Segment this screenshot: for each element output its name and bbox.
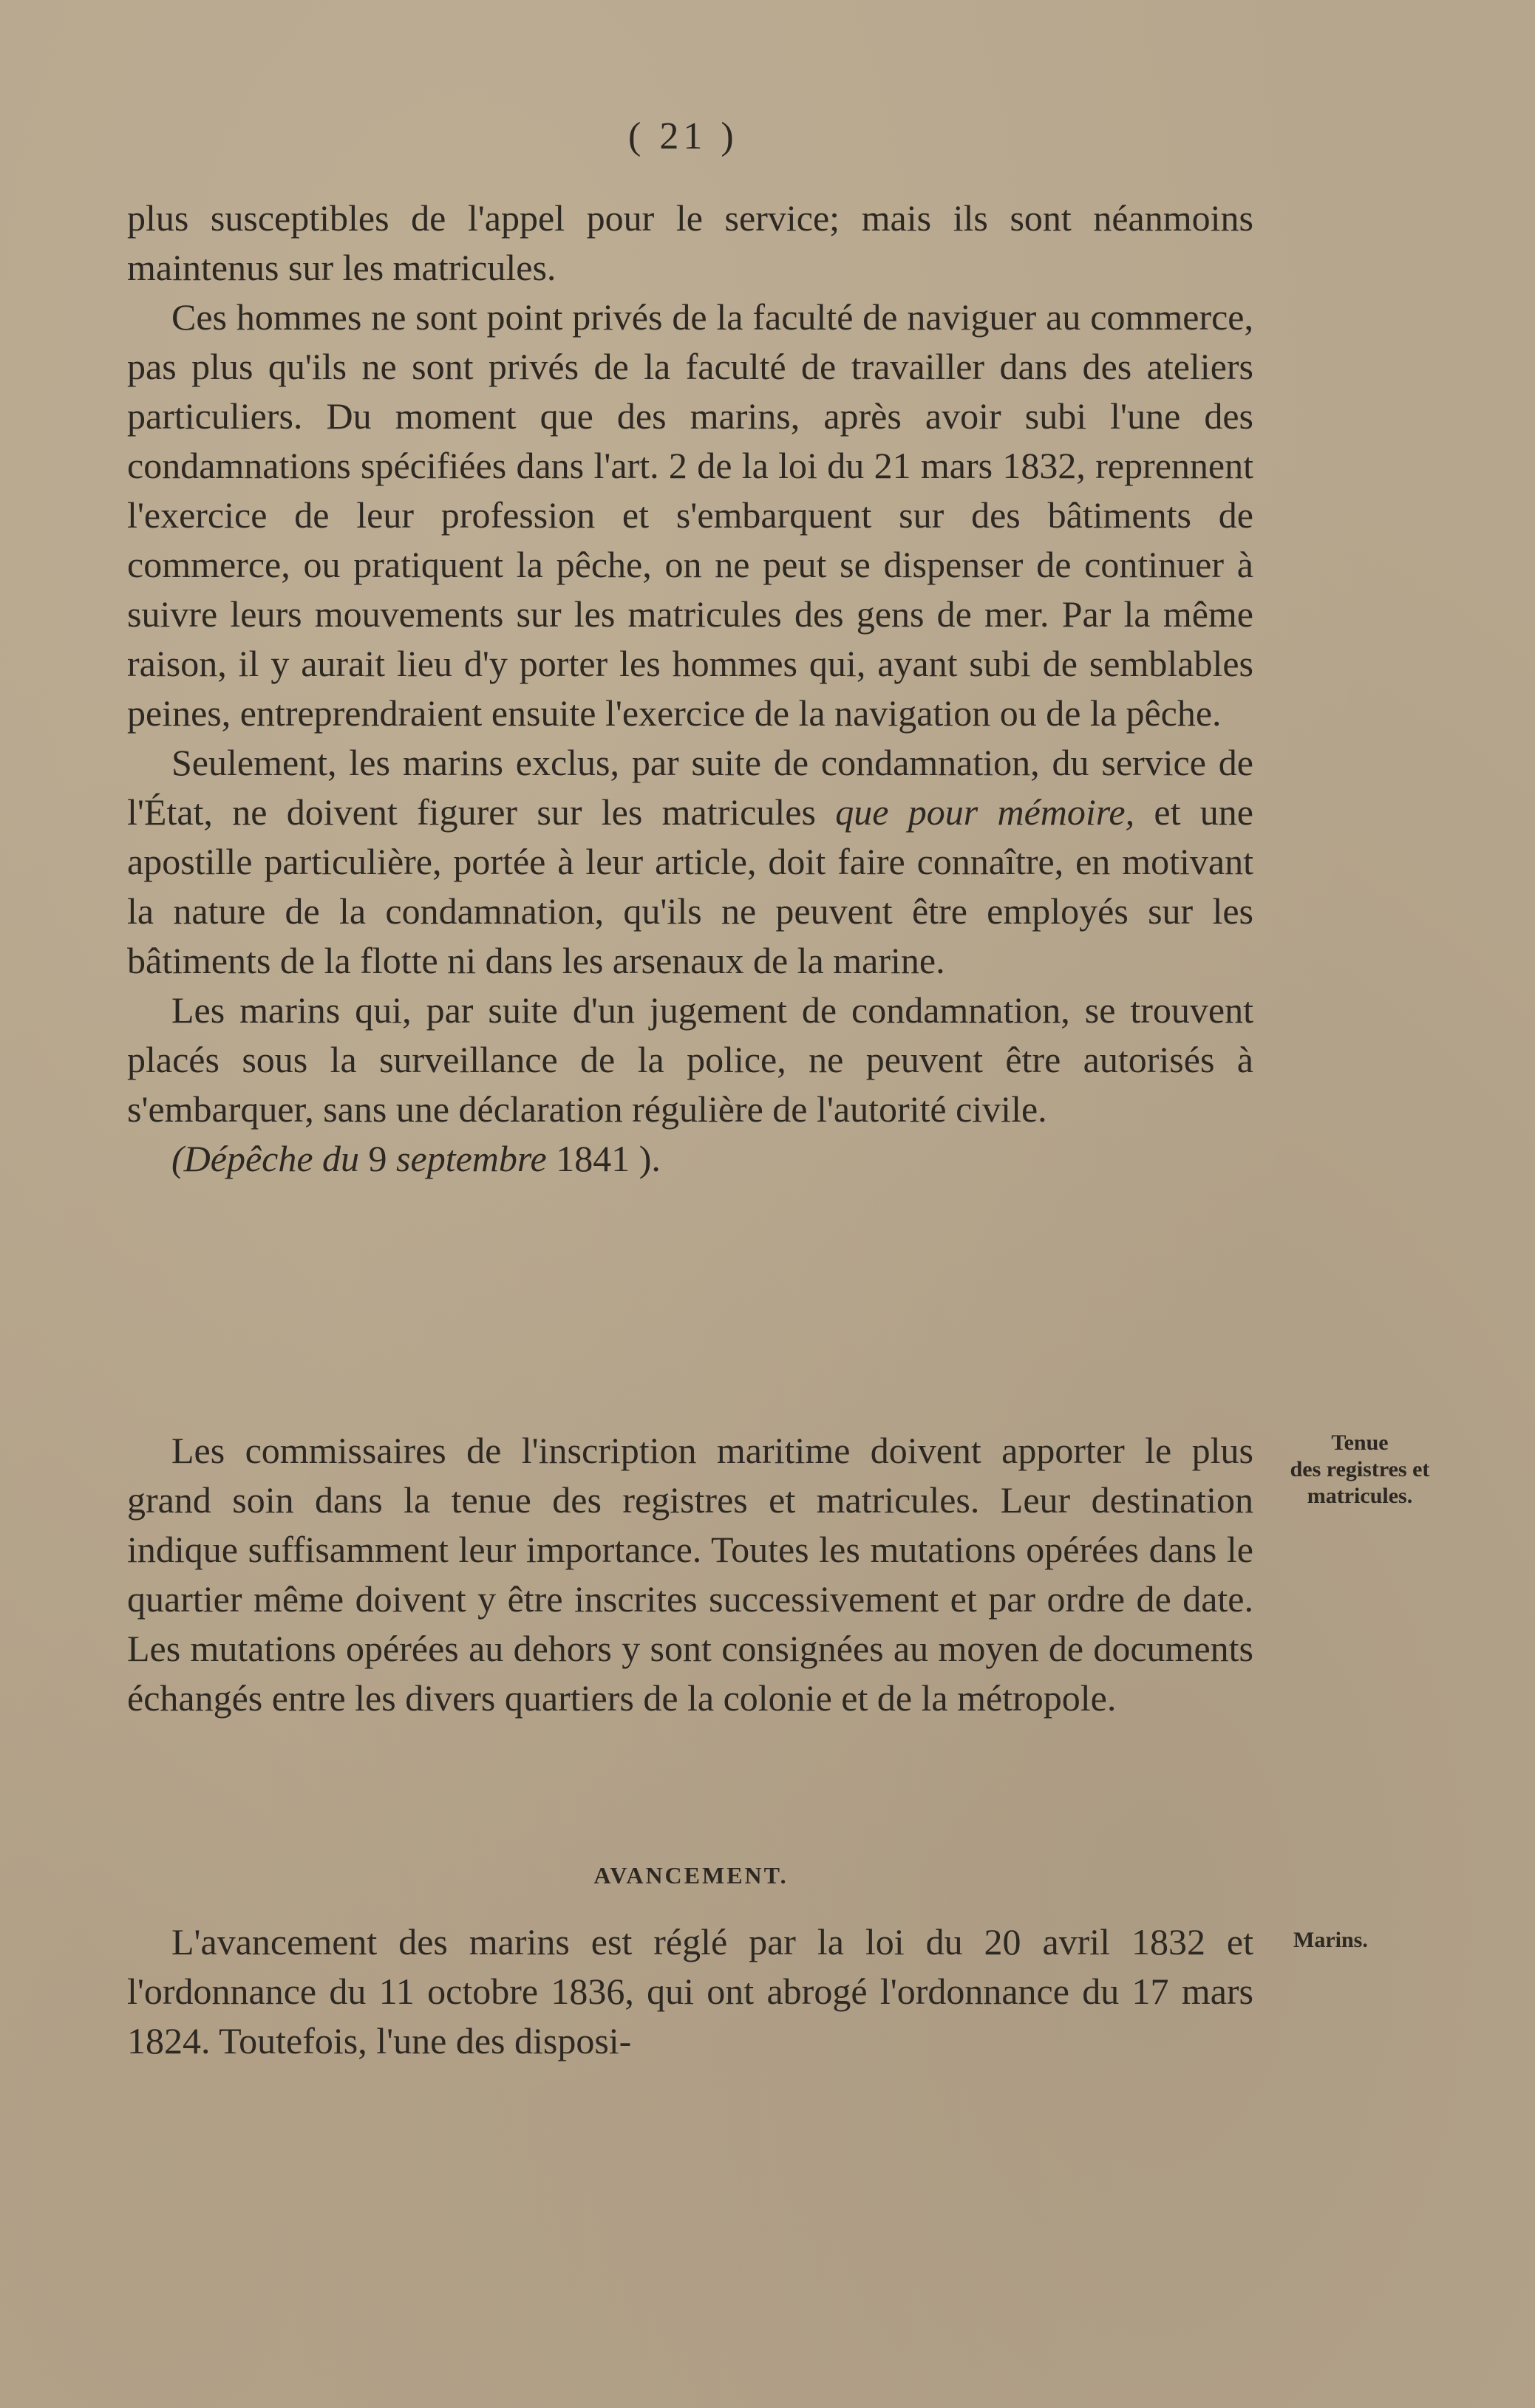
margin-note-tenue-line1: Tenue [1331, 1430, 1389, 1455]
margin-note-tenue [1267, 1430, 1452, 1510]
page-number: ( 21 ) [628, 115, 738, 157]
margin-note-tenue-line3: matricules. [1307, 1484, 1413, 1508]
paragraph-marins-exclus-end: et une apostille particulière, portée à leur article, doit faire connaître, en motivant la nature de la condamnation, qu'ils ne peuvent être employés sur les bâtiments de la flotte ni dans les arsenaux de la marine. [127, 791, 1253, 981]
paragraph-marins-exclus-start: Seulement, les marins exclus, par suite de condamnation, du service de l'État, ne doivent figurer sur les matricules [127, 742, 1253, 833]
margin-note-marins: Marins. [1293, 1928, 1368, 1952]
paragraph-commissaires: Les commissaires de l'inscription maritime doivent apporter le plus grand soin dans la tenue des registres et matricules. Leur destination indique suffisamment leur importance. Toutes les mutations opérées dans le quartier même doivent y être inscrites successivement et par ordre de date. Les mutations opérées au dehors y sont consignées au moyen de documents échangés entre les divers quartiers de la colonie et de la métropole. [127, 1430, 1253, 1719]
text-block-condamnations [127, 194, 1253, 1184]
text-block-avancement [127, 1917, 1253, 2066]
dispatch-day: 9 [359, 1138, 397, 1179]
paragraph-surveillance-police: Les marins qui, par suite d'un jugement de condamnation, se trouvent placés sous la surveillance de la police, ne peuvent être autorisés à s'embarquer, sans une déclaration régulière de l'autorité civile. [127, 989, 1253, 1130]
dispatch-open: ( [171, 1138, 184, 1179]
margin-note-tenue-line2: des registres et [1290, 1457, 1430, 1481]
dispatch-citation [127, 1134, 1253, 1184]
text-block-tenue-registres [127, 1426, 1253, 1723]
section-heading-avancement: AVANCEMENT. [593, 1862, 789, 1889]
dispatch-month: septembre [396, 1138, 547, 1179]
dispatch-label: Dépêche du [183, 1138, 360, 1179]
paragraph-avancement: L'avancement des marins est réglé par la loi du 20 avril 1832 et l'ordonnance du 11 octobre 1836, qui ont abrogé l'ordonnance du 17 mars 1824. Toutefois, l'une des disposi- [127, 1921, 1253, 2061]
paragraph-continuation: plus susceptibles de l'appel pour le service; mais ils sont néanmoins maintenus sur les matricules. [127, 197, 1253, 288]
paragraph-faculte-naviguer: Ces hommes ne sont point privés de la faculté de naviguer au commerce, pas plus qu'ils ne sont privés de la faculté de travailler dans des ateliers particuliers. Du moment que des marins, après avoir subi l'une des condamnations spécifiées dans l'art. 2 de la loi du 21 mars 1832, reprennent l'exercice de leur profession et s'embarquent sur des bâtiments de commerce, ou pratiquent la pêche, on ne peut se dispenser de continuer à suivre leurs mouvements sur les matricules des gens de mer. Par la même raison, il y aurait lieu d'y porter les hommes qui, ayant subi de semblables peines, entreprendraient ensuite l'exercice de la navigation ou de la pêche. [127, 296, 1253, 734]
pour-memoire-emphasis: que pour mémoire, [835, 791, 1135, 833]
dispatch-year: 1841 ). [546, 1138, 661, 1179]
paragraph-marins-exclus [127, 738, 1253, 986]
